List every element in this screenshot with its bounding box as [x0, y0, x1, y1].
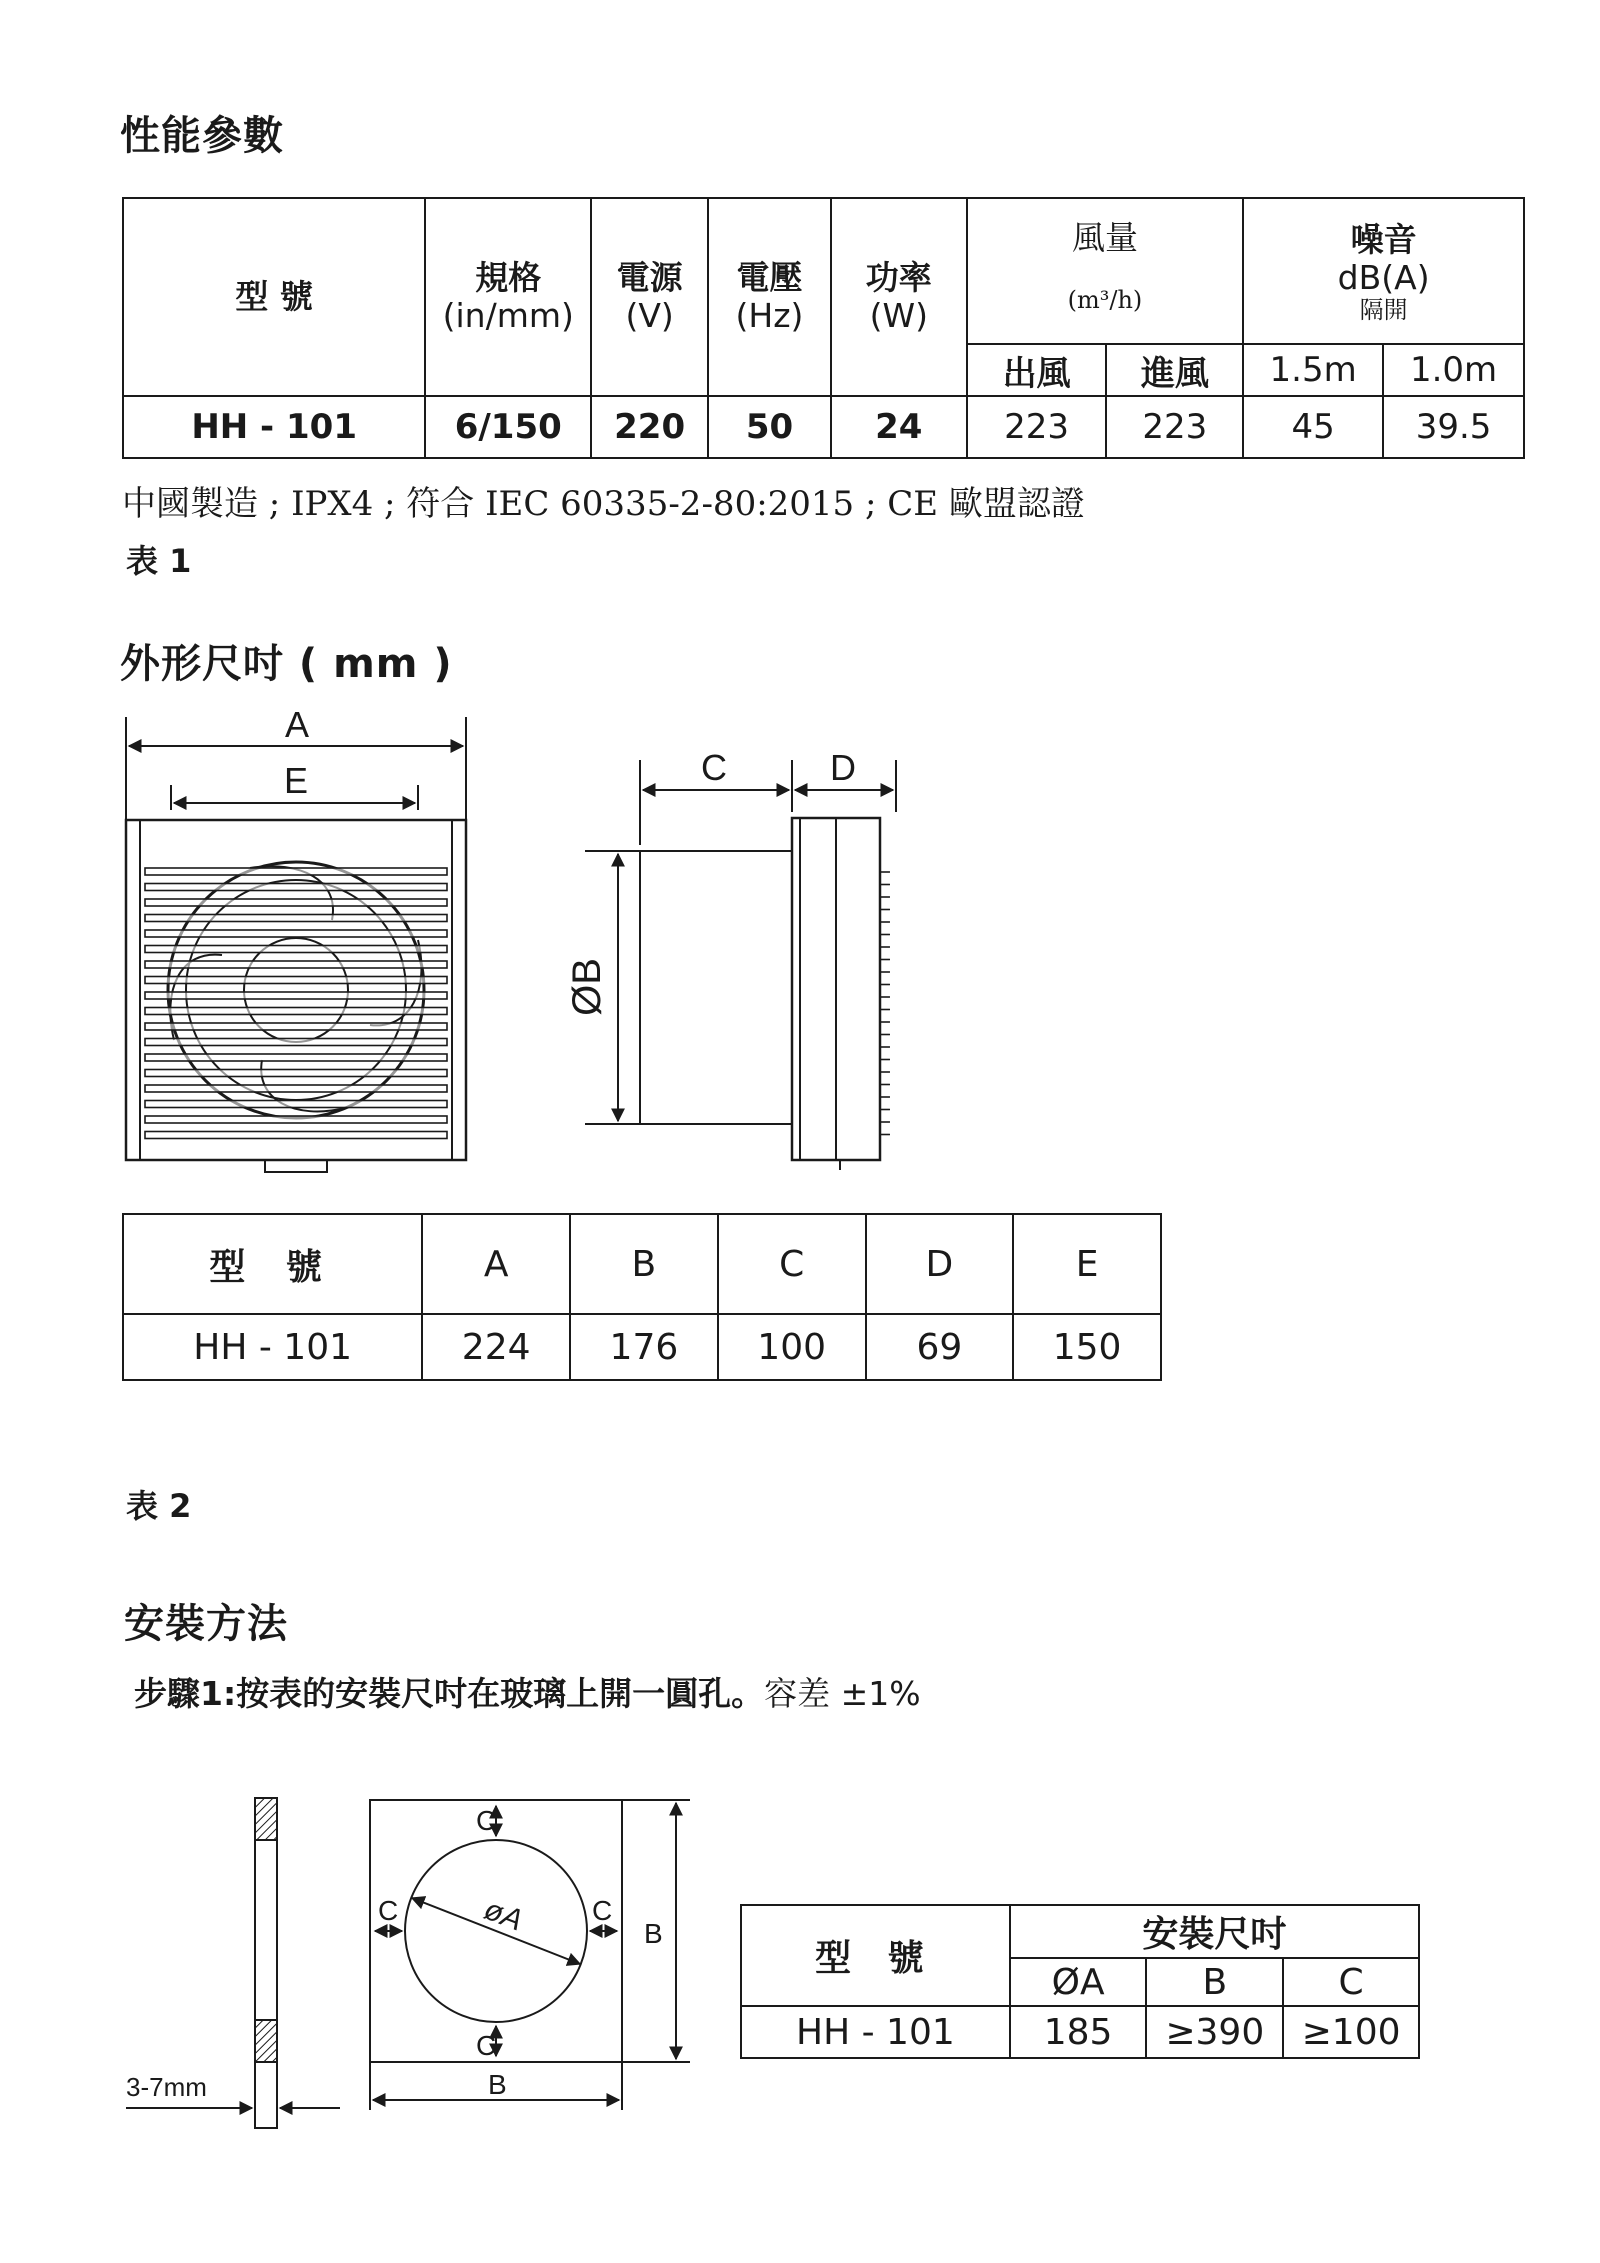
- install-cell-model: HH - 101: [741, 2006, 1010, 2058]
- header-voltage: 電壓 (Hz): [708, 198, 831, 396]
- install-title: 安裝方法: [124, 1601, 288, 1647]
- grille-slat: [145, 1039, 447, 1046]
- dim-cell-d: 69: [866, 1314, 1014, 1380]
- cell-power: 220: [591, 396, 708, 458]
- grille-slat: [145, 977, 447, 984]
- install-label-b-bottom: B: [488, 2069, 507, 2100]
- dimensions-title: 外形尺吋 ( mm ): [120, 641, 453, 687]
- cell-model: HH - 101: [123, 396, 425, 458]
- header-airflow-in: 進風: [1106, 344, 1243, 396]
- grille-slat: [145, 1070, 447, 1077]
- install-label-b-side: B: [644, 1918, 663, 1949]
- install-step-1: [134, 1668, 921, 1715]
- dim-cell-b: 176: [570, 1314, 718, 1380]
- header-noise-10m: 1.0m: [1383, 344, 1524, 396]
- table-2-caption: 表 2: [126, 1487, 192, 1525]
- install-step-1-tolerance: 容差 ±1%: [764, 1674, 921, 1713]
- dim-label-b: ØB: [565, 958, 609, 1016]
- header-noise: 噪音 dB(A) 隔開: [1243, 198, 1524, 344]
- cell-airflow-in: 223: [1106, 396, 1243, 458]
- install-label-c-right: C: [592, 1895, 613, 1926]
- grille-slat: [145, 1085, 447, 1092]
- install-label-phi-a: øA: [479, 1892, 528, 1938]
- grille-slat: [145, 930, 447, 937]
- grille-slat: [145, 1116, 447, 1123]
- cell-noise-15m: 45: [1243, 396, 1383, 458]
- dim-cell-e: 150: [1013, 1314, 1161, 1380]
- performance-title: 性能參數: [120, 113, 284, 159]
- header-model: 型 號: [123, 198, 425, 396]
- dim-header-a: A: [422, 1214, 570, 1314]
- dim-label-d: D: [830, 747, 856, 788]
- dim-header-model: 型 號: [123, 1214, 422, 1314]
- grille-slat: [145, 868, 447, 875]
- grille-slat: [145, 946, 447, 953]
- table-1-caption: 表 1: [126, 542, 192, 580]
- install-header-b: B: [1146, 1958, 1283, 2006]
- glass-thickness-label: 3-7mm: [126, 2072, 207, 2102]
- dim-header-b: B: [570, 1214, 718, 1314]
- dim-header-e: E: [1013, 1214, 1161, 1314]
- install-size-table: [740, 1904, 1420, 2059]
- header-airflow-out: 出風: [967, 344, 1107, 396]
- dim-label-c: C: [701, 747, 727, 788]
- install-header-c: C: [1283, 1958, 1419, 2006]
- header-noise-15m: 1.5m: [1243, 344, 1383, 396]
- dim-header-d: D: [866, 1214, 1014, 1314]
- certification-note: 中國製造 ; IPX4 ; 符合 IEC 60335-2-80:2015 ; CE 歐盟認證: [122, 484, 1085, 524]
- dim-cell-c: 100: [718, 1314, 866, 1380]
- cell-airflow-out: 223: [967, 396, 1107, 458]
- install-header-phi-a: ØA: [1010, 1958, 1147, 2006]
- dim-cell-model: HH - 101: [123, 1314, 422, 1380]
- grille-slat: [145, 961, 447, 968]
- cell-noise-10m: 39.5: [1383, 396, 1524, 458]
- grille-slat: [145, 1008, 447, 1015]
- install-step-1-main: 步驟1:按表的安裝尺吋在玻璃上開一圓孔。: [134, 1674, 765, 1713]
- dim-label-a: A: [284, 704, 310, 745]
- install-label-c-bottom: C: [476, 2030, 497, 2061]
- header-wattage: 功率 (W): [831, 198, 967, 396]
- dimensions-table: [122, 1213, 1162, 1381]
- grille-slat: [145, 992, 447, 999]
- grille-slat: [145, 884, 447, 891]
- install-label-c-left: C: [378, 1895, 399, 1926]
- install-header-size: 安裝尺吋: [1010, 1905, 1419, 1958]
- install-header-model: 型 號: [741, 1905, 1010, 2006]
- cell-frequency: 50: [708, 396, 831, 458]
- dim-cell-a: 224: [422, 1314, 570, 1380]
- grille-slat: [145, 1132, 447, 1139]
- dim-header-c: C: [718, 1214, 866, 1314]
- grille-slat: [145, 915, 447, 922]
- grille-slat: [145, 1101, 447, 1108]
- install-cell-b: ≥390: [1146, 2006, 1283, 2058]
- header-size: 規格 (in/mm): [425, 198, 591, 396]
- grille-slat: [145, 1023, 447, 1030]
- grille-slat: [145, 1054, 447, 1061]
- install-cell-phi-a: 185: [1010, 2006, 1147, 2058]
- grille-slat: [145, 899, 447, 906]
- dim-label-e: E: [283, 760, 309, 801]
- cell-wattage: 24: [831, 396, 967, 458]
- install-cell-c: ≥100: [1283, 2006, 1419, 2058]
- install-label-c-top: C: [476, 1805, 497, 1836]
- header-power: 電源 (V): [591, 198, 708, 396]
- header-airflow: 風量 (m³/h): [967, 198, 1244, 344]
- cell-size: 6/150: [425, 396, 591, 458]
